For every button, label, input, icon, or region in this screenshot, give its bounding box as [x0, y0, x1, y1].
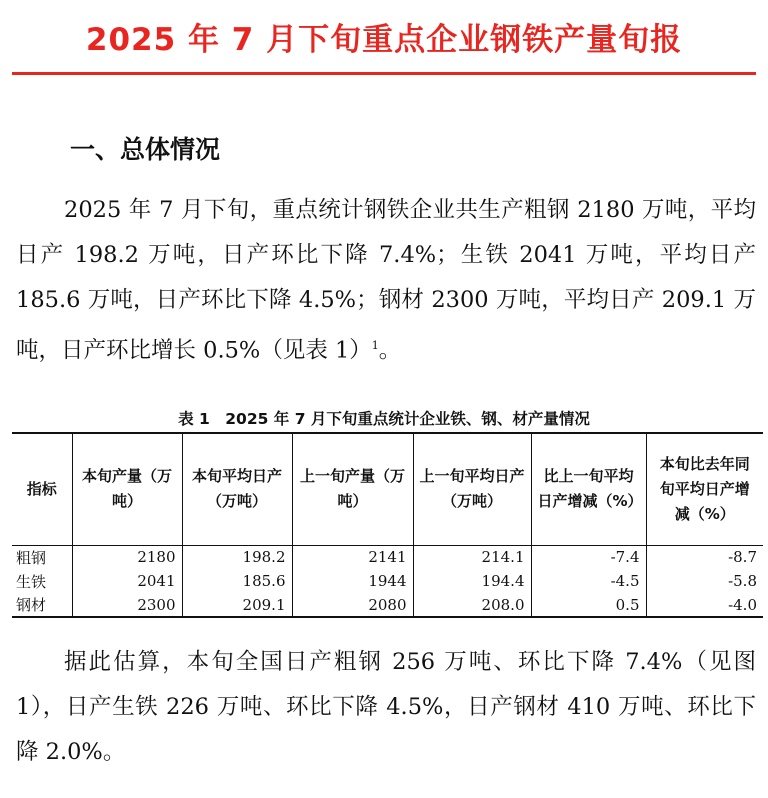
table-cell: 198.2: [182, 545, 292, 569]
table-row: [12, 593, 763, 617]
table-cell: 208.0: [413, 593, 531, 617]
header-current-daily-avg: 本旬平均日产（万吨）: [182, 433, 292, 545]
row-label: 粗钢: [16, 548, 47, 567]
table-cell: -5.8: [646, 569, 763, 593]
table-cell: 2141: [292, 545, 413, 569]
table-cell: 2300: [72, 593, 182, 617]
title-divider: [12, 72, 756, 75]
header-current-output: 本旬产量（万吨）: [72, 433, 182, 545]
table-cell: 0.5: [531, 593, 646, 617]
row-label: 生铁: [16, 572, 47, 591]
table-row: [12, 545, 763, 569]
header-change-vs-last-year: 本旬比去年同旬平均日产增减（%）: [646, 433, 763, 545]
summary-paragraph: [16, 188, 756, 374]
footnote-marker[interactable]: 1: [371, 339, 379, 352]
section-heading: 一、总体情况: [70, 135, 221, 164]
header-indicator: 指标: [12, 433, 72, 545]
row-label: 钢材: [12, 593, 72, 617]
table-cell: -8.7: [646, 545, 763, 569]
table-cell: 2041: [72, 569, 182, 593]
report-title: 2025 年 7 月下旬重点企业钢铁产量旬报: [85, 22, 683, 58]
table-cell: 194.4: [413, 569, 531, 593]
table-caption: 表 1 2025 年 7 月下旬重点统计企业铁、钢、材产量情况: [178, 410, 590, 428]
table-header-row: [12, 433, 763, 545]
table-cell: -4.5: [531, 569, 646, 593]
table-cell: -4.0: [646, 593, 763, 617]
estimate-paragraph: 据此估算，本旬全国日产粗钢 256 万吨、环比下降 7.4%（见图 1），日产生铁 226 万吨、环比下降 4.5%，日产钢材 410 万吨、环比下降 2.0%。: [16, 649, 756, 765]
header-previous-daily-avg: 上一旬平均日产（万吨）: [413, 433, 531, 545]
table-cell: 214.1: [413, 545, 531, 569]
table-cell: 185.6: [182, 569, 292, 593]
header-change-vs-previous: 比上一旬平均日产增减（%）: [531, 433, 646, 545]
table-cell: 2080: [292, 593, 413, 617]
production-table: [12, 432, 763, 618]
table-body: [12, 545, 763, 617]
header-previous-output: 上一旬产量（万吨）: [292, 433, 413, 545]
table-cell: 209.1: [182, 593, 292, 617]
table-cell: 2180: [72, 545, 182, 569]
table-cell: 1944: [292, 569, 413, 593]
table-cell: -7.4: [531, 545, 646, 569]
table-row: [12, 569, 763, 593]
summary-text-end: 。: [378, 337, 402, 364]
summary-text: 2025 年 7 月下旬，重点统计钢铁企业共生产粗钢 2180 万吨，平均日产 198.2 万吨，日产环比下降 7.4%；生铁 2041 万吨，平均日产 185.6 万吨，日产环比下降 4.5%；钢材 2300 万吨，平均日产 209.1 万吨，日产环比增长 0.5%（见表 1）: [16, 197, 756, 364]
